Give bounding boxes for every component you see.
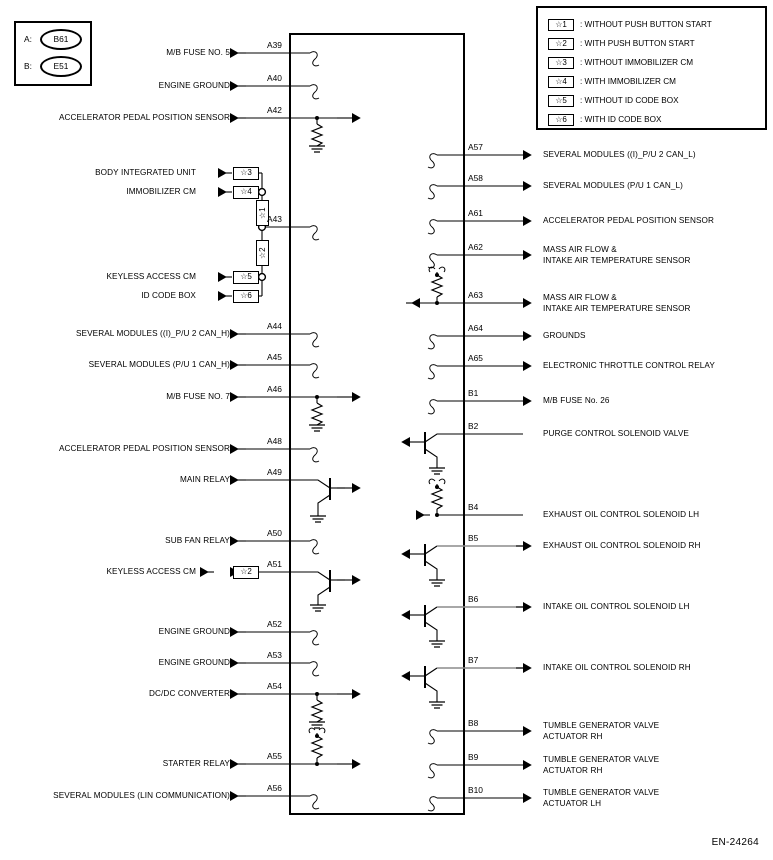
pin-b5: B5 — [468, 533, 479, 543]
pin-a49: A49 — [267, 467, 282, 477]
star-tag-5: ☆5 — [233, 271, 259, 284]
right-label-a63: MASS AIR FLOW & — [543, 293, 617, 302]
left-label-a55: STARTER RELAY — [162, 759, 230, 768]
pin-a54: A54 — [267, 681, 282, 691]
left-label-id-code-box: ID CODE BOX — [141, 291, 196, 300]
pin-a45: A45 — [267, 352, 282, 362]
pin-a56: A56 — [267, 783, 282, 793]
pin-a61: A61 — [468, 208, 483, 218]
pin-b9: B9 — [468, 752, 479, 762]
star-tag-switch-2: ☆2 — [256, 240, 269, 266]
pin-a46: A46 — [267, 384, 282, 394]
legend-text-1: : WITHOUT PUSH BUTTON START — [580, 20, 712, 29]
pin-a64: A64 — [468, 323, 483, 333]
legend-text-4: : WITH IMMOBILIZER CM — [580, 77, 676, 86]
left-label-a49: MAIN RELAY — [180, 475, 230, 484]
left-label-a50: SUB FAN RELAY — [165, 536, 230, 545]
right-label-a61: ACCELERATOR PEDAL POSITION SENSOR — [543, 216, 715, 225]
legend-text-6: : WITH ID CODE BOX — [580, 115, 662, 124]
pin-b1: B1 — [468, 388, 479, 398]
legend-text-5: : WITHOUT ID CODE BOX — [580, 96, 679, 105]
left-label-a51: KEYLESS ACCESS CM — [106, 567, 196, 576]
legend-mark-4: ☆4 — [548, 76, 574, 88]
pin-a43: A43 — [267, 214, 282, 224]
left-label-a42: ACCELERATOR PEDAL POSITION SENSOR — [58, 113, 230, 122]
right-label-a57: SEVERAL MODULES ((I)_P/U 2 CAN_L) — [543, 150, 696, 159]
left-label-a45: SEVERAL MODULES (P/U 1 CAN_H) — [88, 360, 230, 369]
right-label-b9-line2: ACTUATOR RH — [543, 766, 603, 775]
right-label-b7: INTAKE OIL CONTROL SOLENOID RH — [543, 663, 691, 672]
star-tag-6: ☆6 — [233, 290, 259, 303]
right-label-a65: ELECTRONIC THROTTLE CONTROL RELAY — [543, 361, 715, 370]
left-label-a52: ENGINE GROUND — [158, 627, 230, 636]
connector-value-a: B61 — [40, 29, 82, 50]
pin-a42: A42 — [267, 105, 282, 115]
legend-mark-2: ☆2 — [548, 38, 574, 50]
pin-a57: A57 — [468, 142, 483, 152]
left-label-body-integrated-unit: BODY INTEGRATED UNIT — [95, 168, 196, 177]
pin-a44: A44 — [267, 321, 282, 331]
right-label-b4: EXHAUST OIL CONTROL SOLENOID LH — [543, 510, 700, 519]
left-label-a56: SEVERAL MODULES (LIN COMMUNICATION) — [53, 791, 230, 800]
right-label-b1: M/B FUSE No. 26 — [543, 396, 610, 405]
left-label-keyless-access-cm: KEYLESS ACCESS CM — [106, 272, 196, 281]
page-id: EN-24264 — [711, 837, 759, 848]
legend-mark-3: ☆3 — [548, 57, 574, 69]
star-tag-2-a51: ☆2 — [233, 566, 259, 579]
star-tag-3: ☆3 — [233, 167, 259, 180]
right-label-a63-line2: INTAKE AIR TEMPERATURE SENSOR — [543, 304, 691, 313]
pin-a65: A65 — [468, 353, 483, 363]
right-label-b6: INTAKE OIL CONTROL SOLENOID LH — [543, 602, 690, 611]
left-label-a39: M/B FUSE NO. 5 — [166, 48, 230, 57]
star-tag-4: ☆4 — [233, 186, 259, 199]
pin-a50: A50 — [267, 528, 282, 538]
pin-a52: A52 — [267, 619, 282, 629]
legend-mark-1: ☆1 — [548, 19, 574, 31]
star-tag-switch-1: ☆1 — [256, 200, 269, 226]
left-label-a46: M/B FUSE NO. 7 — [166, 392, 230, 401]
pin-a58: A58 — [468, 173, 483, 183]
right-label-b10-line2: ACTUATOR LH — [543, 799, 602, 808]
legend-text-2: : WITH PUSH BUTTON START — [580, 39, 695, 48]
legend-mark-6: ☆6 — [548, 114, 574, 126]
right-label-b8-line2: ACTUATOR RH — [543, 732, 603, 741]
pin-a48: A48 — [267, 436, 282, 446]
pin-a40: A40 — [267, 73, 282, 83]
right-label-a58: SEVERAL MODULES (P/U 1 CAN_L) — [543, 181, 684, 190]
pin-a53: A53 — [267, 650, 282, 660]
right-label-a62: MASS AIR FLOW & — [543, 245, 617, 254]
pin-b4: B4 — [468, 502, 479, 512]
right-label-b2: PURGE CONTROL SOLENOID VALVE — [543, 429, 689, 438]
left-label-a40: ENGINE GROUND — [158, 81, 230, 90]
right-label-b9: TUMBLE GENERATOR VALVE — [543, 755, 660, 764]
pin-b2: B2 — [468, 421, 479, 431]
pin-a62: A62 — [468, 242, 483, 252]
connector-key-b: B: — [24, 61, 32, 71]
left-label-a44: SEVERAL MODULES ((I)_P/U 2 CAN_H) — [75, 329, 230, 338]
pin-a39: A39 — [267, 40, 282, 50]
right-label-a62-line2: INTAKE AIR TEMPERATURE SENSOR — [543, 256, 691, 265]
pin-b10: B10 — [468, 785, 483, 795]
pin-b8: B8 — [468, 718, 479, 728]
pin-b6: B6 — [468, 594, 479, 604]
pin-a51: A51 — [267, 559, 282, 569]
right-label-b5: EXHAUST OIL CONTROL SOLENOID RH — [543, 541, 701, 550]
connector-key-a: A: — [24, 34, 32, 44]
right-label-a64: GROUNDS — [543, 331, 586, 340]
left-label-a53: ENGINE GROUND — [158, 658, 230, 667]
legend-text-3: : WITHOUT IMMOBILIZER CM — [580, 58, 694, 67]
right-label-b10: TUMBLE GENERATOR VALVE — [543, 788, 660, 797]
legend-mark-5: ☆5 — [548, 95, 574, 107]
right-label-b8: TUMBLE GENERATOR VALVE — [543, 721, 660, 730]
left-label-a48: ACCELERATOR PEDAL POSITION SENSOR — [58, 444, 230, 453]
left-label-immobilizer-cm: IMMOBILIZER CM — [126, 187, 196, 196]
pin-a55: A55 — [267, 751, 282, 761]
left-label-a54: DC/DC CONVERTER — [149, 689, 230, 698]
connector-value-b: E51 — [40, 56, 82, 77]
pin-b7: B7 — [468, 655, 479, 665]
pin-a63: A63 — [468, 290, 483, 300]
